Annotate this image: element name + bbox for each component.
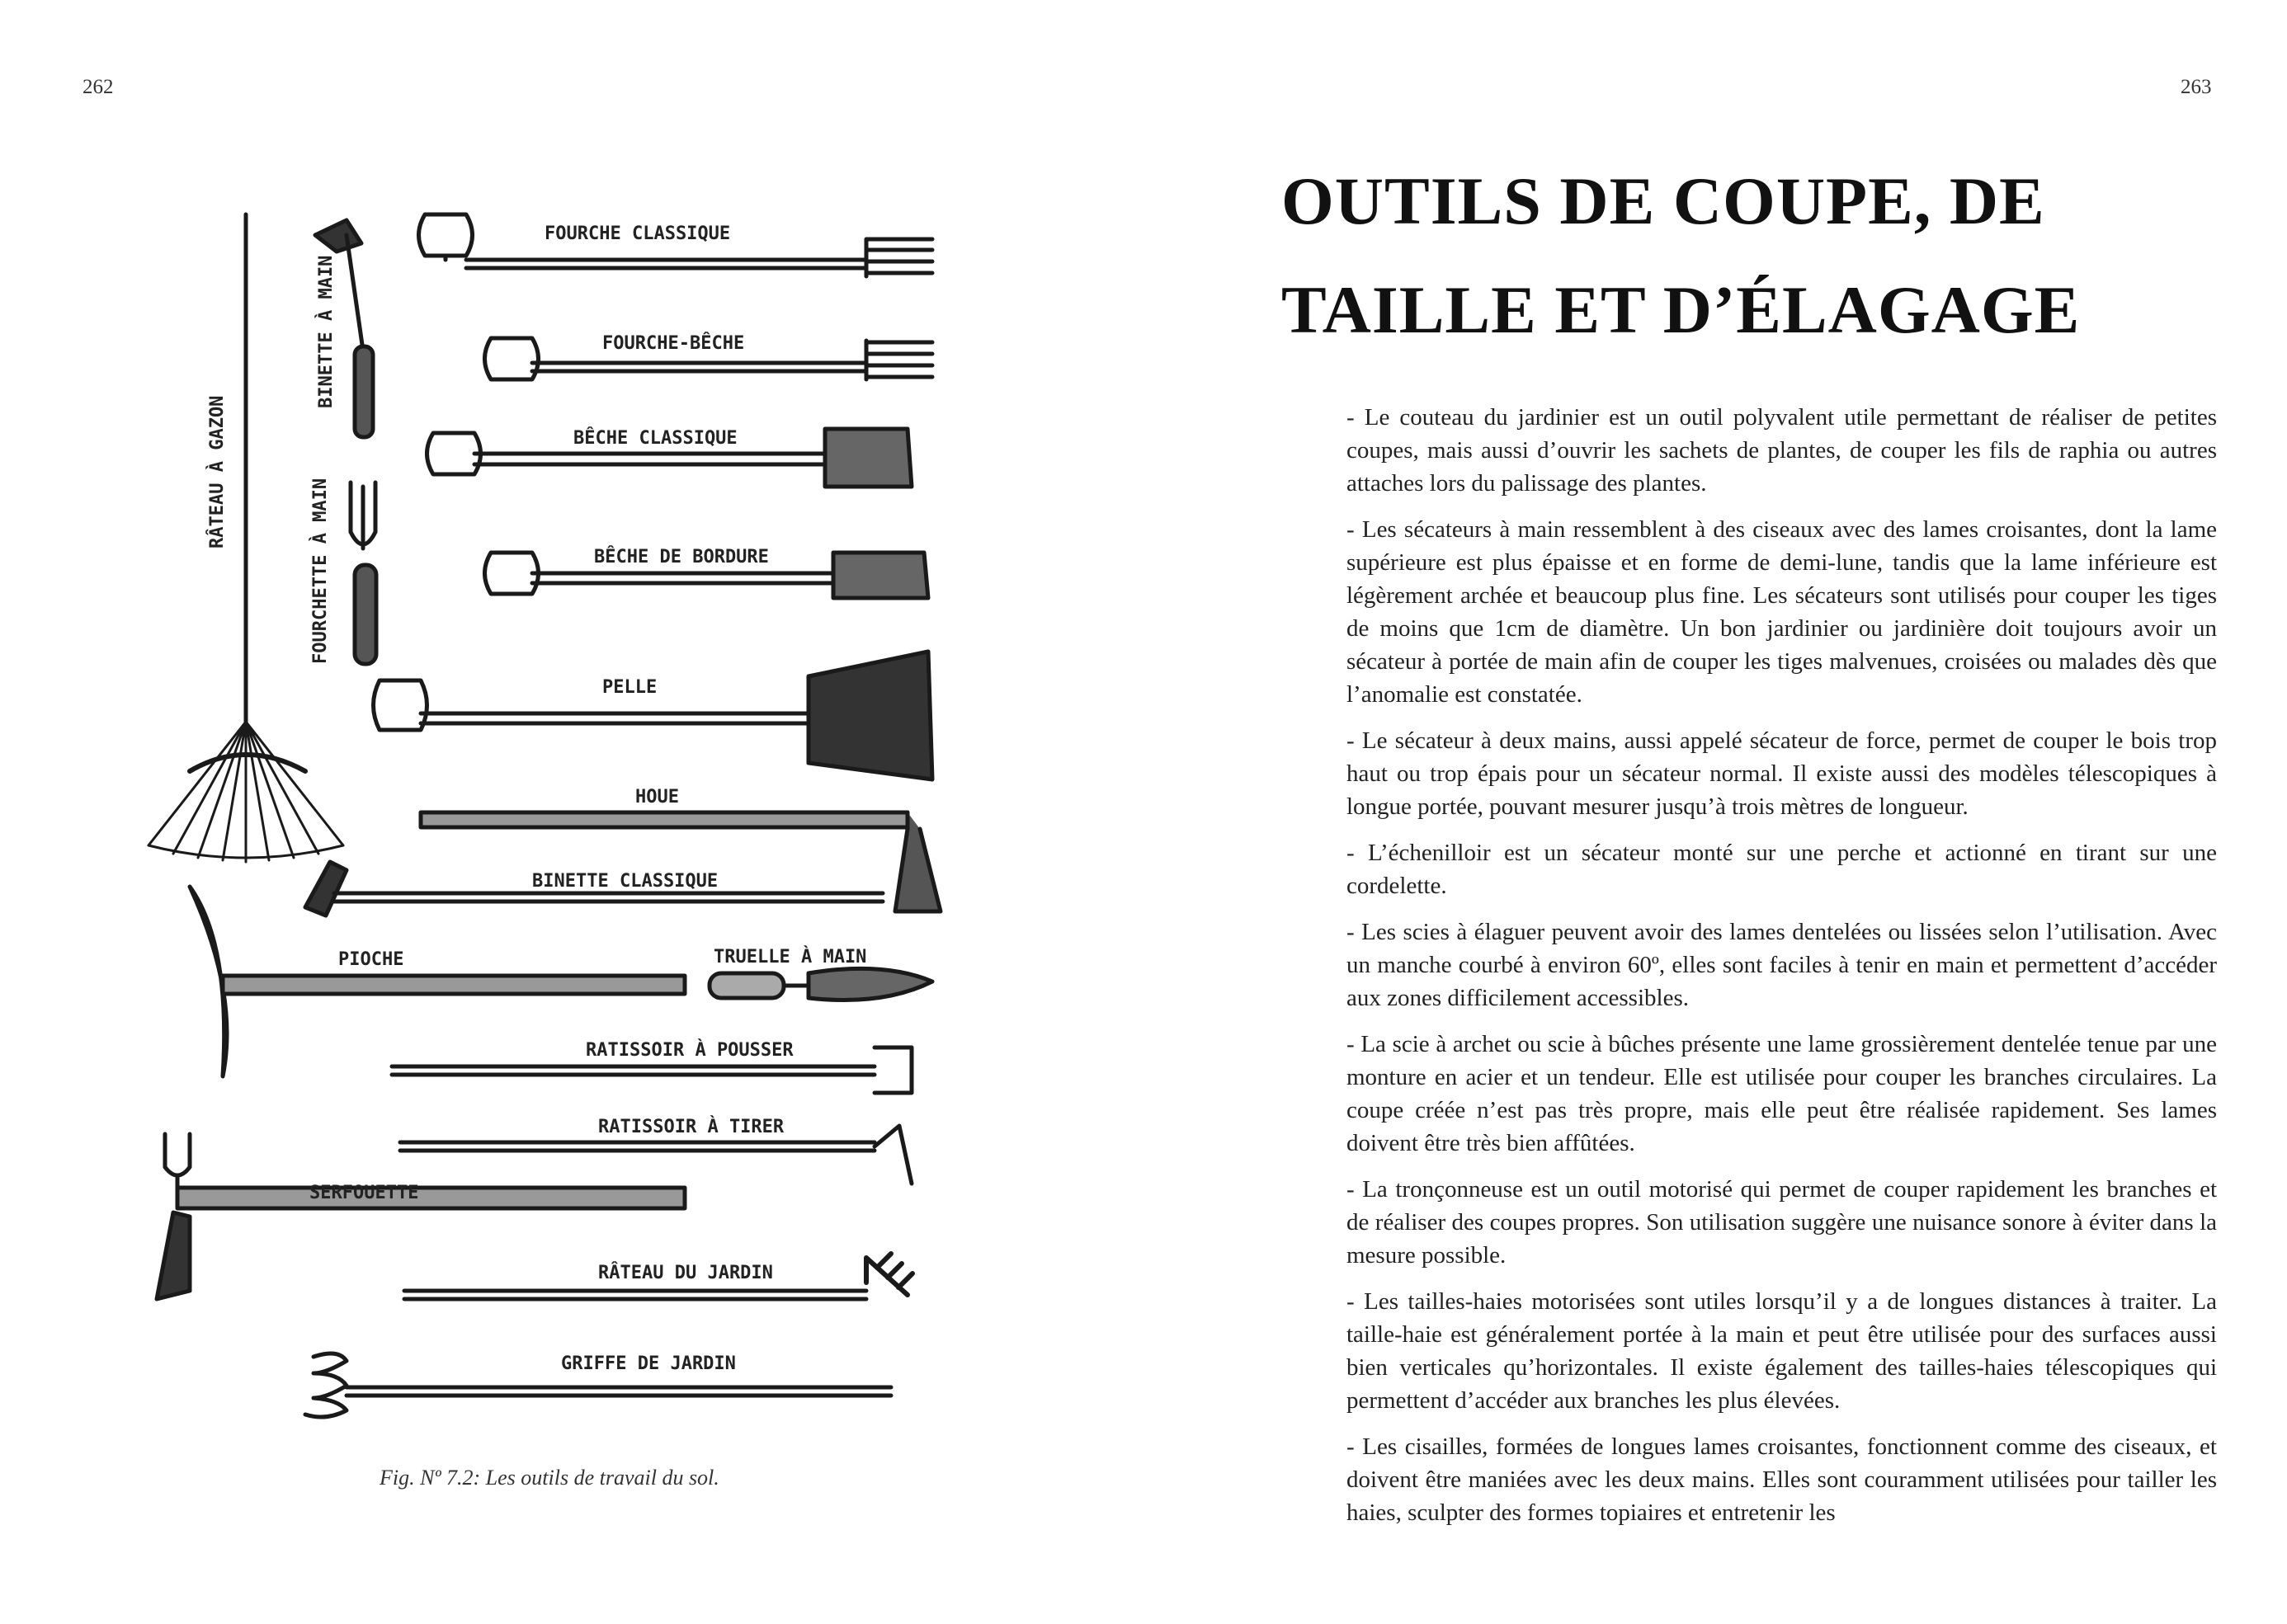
chapter-title-line-2: TAILLE ET D’ÉLAGAGE [1281, 272, 2081, 347]
truelle-a-main-drawing [710, 968, 932, 1000]
paragraph-echenilloir: - L’échenilloir est un sécateur monté sur une perche et actionné en tirant sur une cordelette. [1346, 840, 2217, 899]
paragraph-couteau: - Le couteau du jardinier est un outil polyvalent utile permettant de réaliser de petites coupes, mais aussi d’ouvrir les sachets de plantes, de couper les fils de raphia ou autres attaches lors du palissage des plantes. [1346, 404, 2217, 497]
label-houe: HOUE [635, 787, 679, 807]
paragraph-scies-a-elaguer: - Les scies à élaguer peuvent avoir des lames dentelées ou lissées selon l’utilisation. Avec un manche courbé à environ 60º, elles sont faciles à tenir en main et permettent d’accéder aux zones difficilement accessibles. [1346, 919, 2217, 1011]
label-beche-classique: BÊCHE CLASSIQUE [573, 428, 738, 449]
paragraph-scie-a-archet: - La scie à archet ou scie à bûches présente une lame grossièrement dentelée tenue par une monture en acier et un tendeur. Elle est utilisée pour couper les branches circulaires. La coupe créée n’est pas très propre, mais elle peut être réalisée rapidement. Ses lames doivent être très bien affûtées. [1346, 1031, 2217, 1156]
pelle-drawing [374, 652, 933, 779]
paragraph-cisailles: - Les cisailles, formées de longues lames croisantes, fonctionnent comme des ciseaux, et doivent être maniées avec les deux mains. Elles sont couramment utilisées pour tailler les haies, sculpter des formes topiaires et entretenir les [1346, 1433, 2217, 1526]
label-fourche-beche: FOURCHE-BÊCHE [602, 333, 745, 354]
label-pioche: PIOCHE [338, 949, 404, 970]
paragraph-tronconneuse: - La tronçonneuse est un outil motorisé qui permet de couper rapidement les branches et de réaliser des coupes propres. Son utilisation suggère une nuisance sonore à éviter dans la mesure possible. [1346, 1176, 2217, 1269]
figure-caption: Fig. Nº 7.2: Les outils de travail du sol. [380, 1466, 719, 1490]
page-number-left: 262 [83, 76, 114, 98]
paragraph-secateur-deux-mains: - Le sécateur à deux mains, aussi appelé sécateur de force, permet de couper le bois trop haut ou trop épais pour un sécateur normal. Il existe aussi des modèles télescopiques à longue portée, pouvant mesurer jusqu’à trois mètres de longueur. [1346, 727, 2217, 820]
page-number-right: 263 [2181, 76, 2212, 98]
chapter-title-line-1: OUTILS DE COUPE, DE [1281, 163, 2045, 238]
label-binette-a-main: BINETTE À MAIN [316, 255, 337, 408]
label-rateau-du-jardin: RÂTEAU DU JARDIN [598, 1263, 773, 1283]
fourchette-a-main-drawing [351, 482, 376, 664]
label-binette-classique: BINETTE CLASSIQUE [532, 871, 719, 892]
garden-tools-illustration [140, 202, 949, 1439]
label-beche-de-bordure: BÊCHE DE BORDURE [594, 547, 769, 567]
paragraph-secateurs-a-main: - Les sécateurs à main ressemblent à des ciseaux avec des lames croisantes, dont la lame supérieure est plus épaisse et en forme de demi-lune, tandis que la lame inférieure est légèrement archée et beaucoup plus fine. Les sécateurs sont utilisés pour couper les tiges de moins que 1cm de diamètre. Un bon jardinier ou jardinière doit toujours avoir un sécateur à portée de main afin de couper les tiges malvenues, croisées ou malades dès que l’anomalie est constatée. [1346, 516, 2217, 708]
chapter-title [1281, 147, 2189, 365]
label-pelle: PELLE [602, 677, 658, 698]
label-rateau-a-gazon: RÂTEAU À GAZON [207, 395, 228, 548]
paragraph-tailles-haies: - Les tailles-haies motorisées sont utiles lorsqu’il y a de longues distances à traiter. La taille-haie est généralement portée à la main et peut être utilisée pour des surfaces aussi bien verticales qu’horizontales. Il existe également des tailles-haies télescopiques qui permettent d’accéder aux branches les plus élevées. [1346, 1288, 2217, 1414]
body-text [1346, 401, 2217, 1542]
label-fourchette-a-main: FOURCHETTE À MAIN [310, 478, 331, 664]
label-ratissoir-a-tirer: RATISSOIR À TIRER [598, 1117, 785, 1137]
label-fourche-classique: FOURCHE CLASSIQUE [545, 224, 731, 244]
label-serfouette: SERFOUETTE [309, 1183, 419, 1203]
houe-drawing [421, 812, 941, 911]
label-ratissoir-a-pousser: RATISSOIR À POUSSER [586, 1040, 794, 1061]
label-griffe-de-jardin: GRIFFE DE JARDIN [561, 1353, 736, 1374]
label-truelle-a-main: TRUELLE À MAIN [714, 947, 867, 967]
